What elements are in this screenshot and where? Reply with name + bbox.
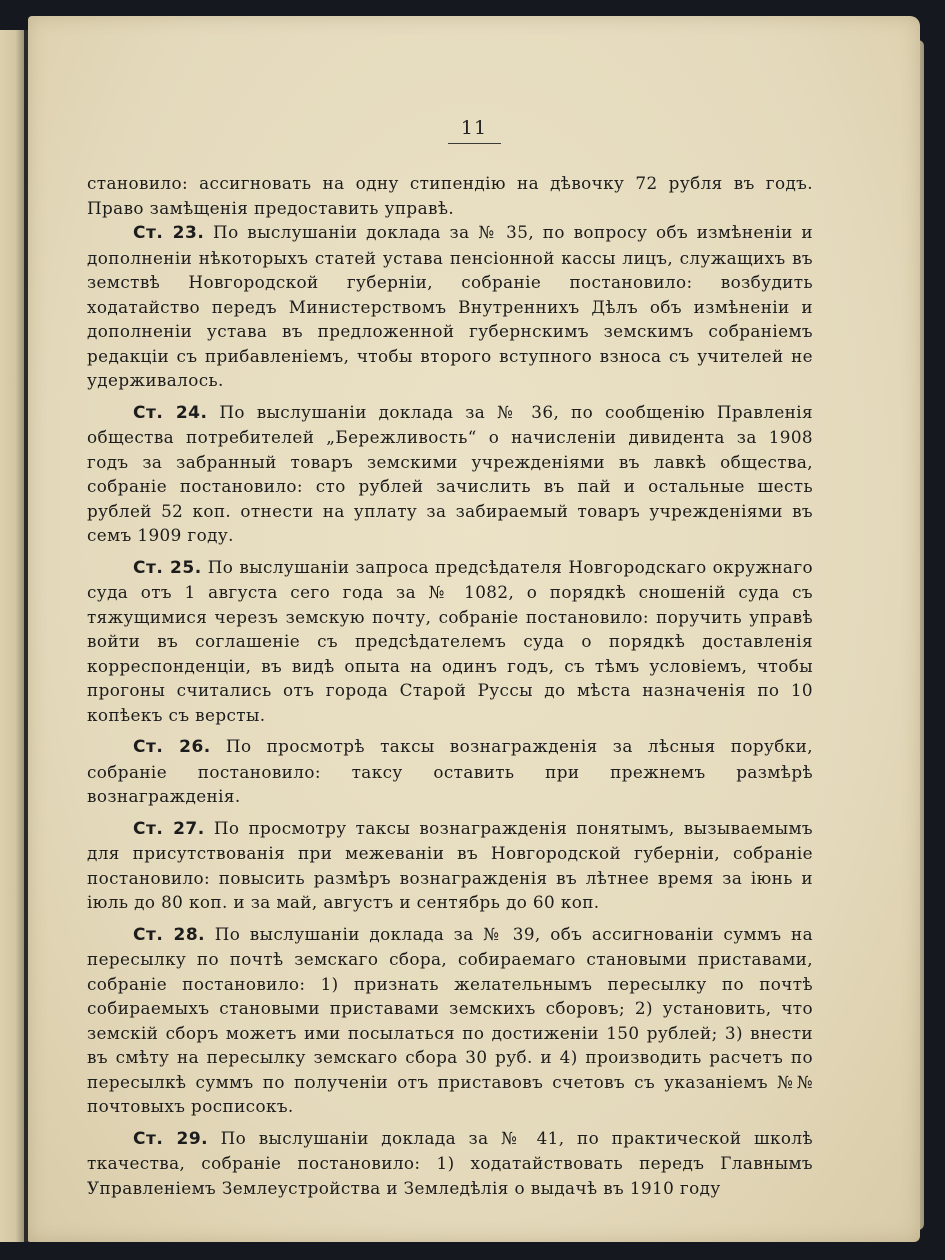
paragraph-text: становило: ассигновать на одну стипендію на дѣвочку 72 рубля въ годъ. Право замѣщенія предоставить управѣ.: [87, 173, 813, 218]
article-25: [87, 555, 813, 728]
article-label: Ст. 24.: [133, 402, 208, 423]
article-28: [87, 922, 813, 1119]
article-label: Ст. 27.: [133, 818, 205, 839]
article-label: Ст. 28.: [133, 924, 206, 945]
article-text: По выслушаніи доклада за № 35, по вопросу объ измѣненіи и дополненіи нѣкоторыхъ статей устава пенсіонной кассы лицъ, служащихъ въ земствѣ Новгородской губерніи, собраніе постановило: возбудить ходатайство передъ Министерствомъ Внутреннихъ Дѣлъ объ измѣненіи и дополненіи устава въ предложенной губернскимъ земскимъ собраніемъ редакціи съ прибавленіемъ, чтобы второго вступного взноса съ учителей не удерживалось.: [87, 222, 814, 390]
article-24: [87, 400, 813, 548]
document-page: [28, 16, 920, 1242]
article-text: По просмотру таксы вознагражденія понятымъ, вызываемымъ для присутствованія при межеваніи въ Новгородской губерніи, собраніе постановило: повысить размѣръ вознагражденія въ лѣтнее время за іюнь и іюль до 80 коп. и за май, августъ и сентябрь до 60 коп.: [87, 817, 814, 912]
article-text: По выслушаніи доклада за № 41, по практической школѣ ткачества, собраніе постановило: 1) ходатайствовать передъ Главнымъ Управленіемъ Землеустройства и Земледѣлія о выдачѣ въ 1910 году: [87, 1127, 814, 1198]
article-text: По выслушаніи доклада за № 36, по сообщенію Правленія общества потребителей „Бережливость“ о начисленіи дивидента за 1908 годъ за забранный товаръ земскими учрежденіями въ лавкѣ общества, собраніе постановило: сто рублей зачислить въ пай и остальные шесть рублей 52 коп. отнести на уплату за забираемый товаръ учрежденіями въ семъ 1909 году.: [87, 401, 814, 545]
article-29: [87, 1126, 813, 1201]
article-text: По выслушаніи запроса предсѣдателя Новгородскаго окружнаго суда отъ 1 августа сего года за № 1082, о порядкѣ сношеній суда съ тяжущимися черезъ земскую почту, собраніе постановило: поручить управѣ войти въ соглашеніе съ предсѣдателемъ суда о порядкѣ доставленія корреспонденціи, въ видѣ опыта на одинъ годъ, съ тѣмъ условіемъ, чтобы прогоны считались отъ города Старой Руссы до мѣста назначенія по 10 копѣекъ съ версты.: [87, 556, 814, 725]
document-body: [87, 171, 813, 1207]
article-26: [87, 734, 813, 809]
article-label: Ст. 26.: [133, 737, 211, 757]
left-page-edge: [0, 30, 26, 1242]
article-label: Ст. 29.: [133, 1128, 209, 1149]
article-23: [87, 220, 813, 393]
page-number: 11: [460, 117, 488, 139]
article-text: По просмотрѣ таксы вознагражденія за лѣсныя порубки, собраніе постановило: таксу оставить при прежнемъ размѣрѣ вознагражденія.: [87, 736, 813, 806]
paragraph-continuation: [87, 171, 813, 220]
article-label: Ст. 25.: [133, 557, 202, 578]
article-text: По выслушаніи доклада за № 39, объ ассигнованіи суммъ на пересылку по почтѣ земскаго сбора, собираемаго становыми приставами, собраніе постановило: 1) признать желательнымъ пересылку по почтѣ собираемыхъ становыми приставами земскихъ сборовъ; 2) установить, что земскій сборъ можетъ ими посылаться по достиженіи 150 рублей; 3) внести въ смѣту на пересылку земскаго сбора 30 руб. и 4) производить расчетъ по пересылкѣ суммъ по полученіи отъ приставовъ счетовъ съ указаніемъ №№ почтовыхъ росписокъ.: [87, 923, 814, 1116]
page-number-underline: [448, 143, 501, 144]
article-27: [87, 816, 813, 915]
article-label: Ст. 23.: [133, 223, 205, 243]
